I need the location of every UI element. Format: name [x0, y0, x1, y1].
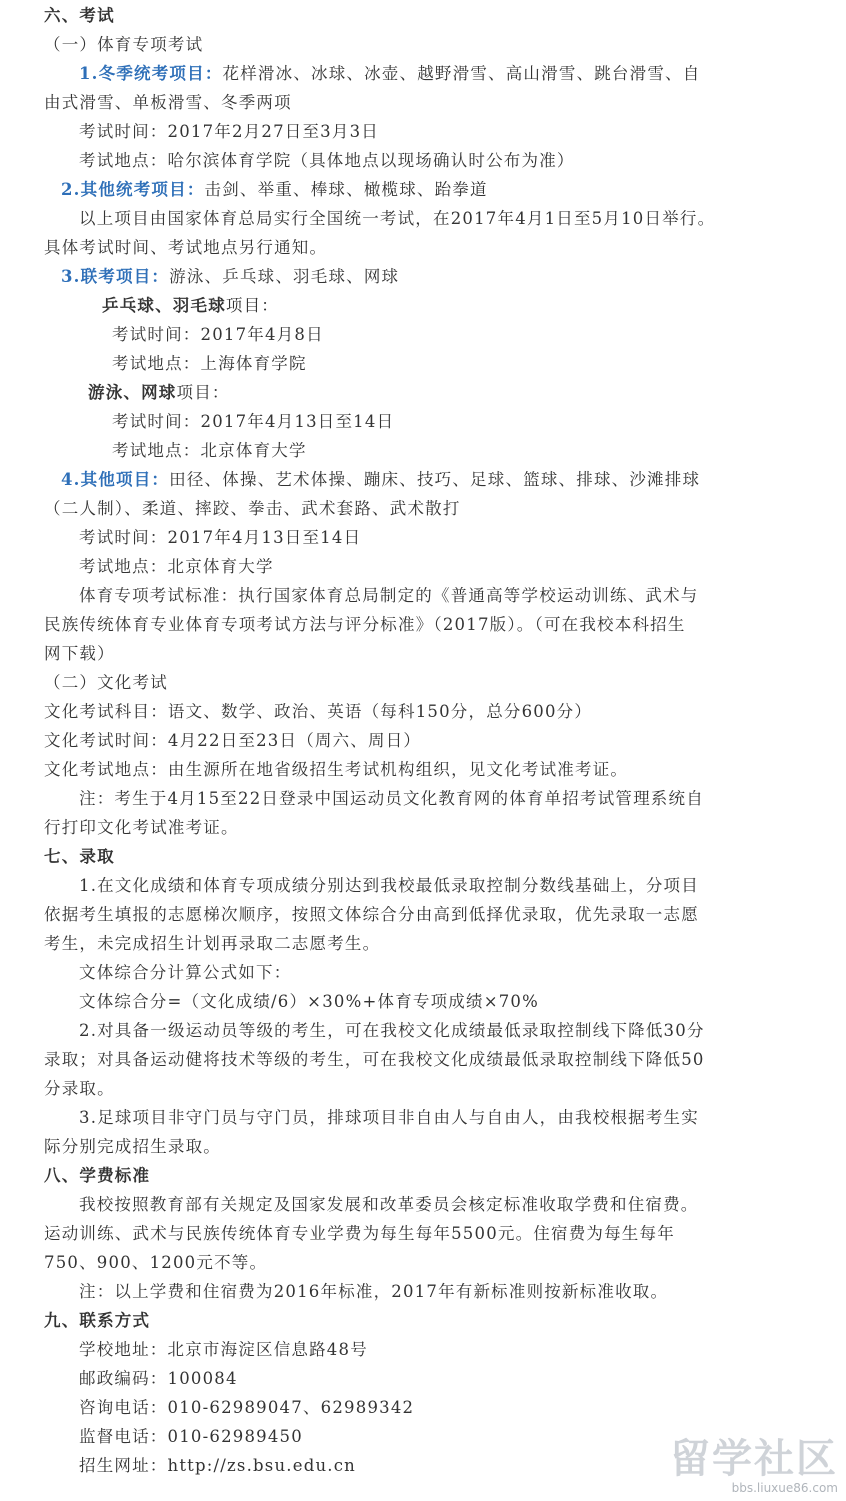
- item-2-note-cont: 具体考试时间、考试地点另行通知。: [44, 238, 328, 257]
- item-4-text: 田径、体操、艺术体操、蹦床、技巧、足球、篮球、排球、沙滩排球: [169, 470, 701, 489]
- item-4-text-cont: （二人制）、柔道、摔跤、拳击、武术套路、武术散打: [44, 499, 461, 518]
- item-1-line: [79, 59, 700, 88]
- tuition-text: 我校按照教育部有关规定及国家发展和改革委员会核定标准收取学费和住宿费。: [79, 1195, 699, 1214]
- contact-supervise-phone: 监督电话：010-62989450: [79, 1427, 303, 1446]
- item-4-label: 4.其他项目：: [61, 470, 170, 489]
- section-8-title: 八、学费标准: [44, 1166, 151, 1185]
- tuition-text-cont: 运动训练、武术与民族传统体育专业学费为每生每年5500元。住宿费为每生每年: [44, 1224, 675, 1243]
- contact-consult-phone: 咨询电话：010-62989047、62989342: [79, 1398, 415, 1417]
- tuition-note: 注：以上学费和住宿费为2016年标准，2017年有新标准则按新标准收取。: [79, 1282, 669, 1301]
- sports-standard: 体育专项考试标准：执行国家体育总局制定的《普通高等学校运动训练、武术与: [79, 586, 699, 605]
- admission-rule-1-cont: 依据考生填报的志愿梯次顺序，按照文体综合分由高到低择优录取，优先录取一志愿: [44, 905, 699, 924]
- item-3-text: 游泳、乒乓球、羽毛球、网球: [169, 267, 400, 286]
- culture-time: 文化考试时间：4月22日至23日（周六、周日）: [44, 731, 422, 750]
- watermark-url: bbs.liuxue86.com: [731, 1481, 838, 1495]
- swim-place: 考试地点：北京体育大学: [112, 441, 307, 460]
- pingpong-heading: [102, 291, 279, 320]
- pingpong-suffix: 项目：: [225, 296, 280, 315]
- item-2-label: 2.其他统考项目：: [61, 180, 205, 199]
- item-1-label: 1.冬季统考项目：: [79, 64, 223, 83]
- admission-rule-2-cont2: 分录取。: [44, 1079, 115, 1098]
- admission-rule-3-cont: 际分别完成招生录取。: [44, 1137, 221, 1156]
- pingpong-time: 考试时间：2017年4月8日: [112, 325, 324, 344]
- swim-heading: [88, 378, 230, 407]
- sub-heading-culture: （二）文化考试: [44, 673, 168, 692]
- admission-rule-3: 3.足球项目非守门员与守门员，排球项目非自由人与自由人，由我校根据考生实: [79, 1108, 699, 1127]
- item-4-place: 考试地点：北京体育大学: [79, 557, 274, 576]
- pingpong-label: 乒乓球、羽毛球: [102, 296, 226, 315]
- admission-rule-1: 1.在文化成绩和体育专项成绩分别达到我校最低录取控制分数线基础上，分项目: [79, 876, 699, 895]
- sports-standard-cont: 民族传统体育专业体育专项考试方法与评分标准》（2017版）。（可在我校本科招生: [44, 615, 686, 634]
- item-3-label: 3.联考项目：: [61, 267, 170, 286]
- admission-rule-2: 2.对具备一级运动员等级的考生，可在我校文化成绩最低录取控制线下降低30分: [79, 1021, 705, 1040]
- culture-place: 文化考试地点：由生源所在地省级招生考试机构组织，见文化考试准考证。: [44, 760, 629, 779]
- item-1-text: 花样滑冰、冰球、冰壶、越野滑雪、高山滑雪、跳台滑雪、自: [222, 64, 701, 83]
- item-4-time: 考试时间：2017年4月13日至14日: [79, 528, 362, 547]
- item-1-text-cont: 由式滑雪、单板滑雪、冬季两项: [44, 93, 292, 112]
- section-7-title: 七、录取: [44, 847, 115, 866]
- pingpong-place: 考试地点：上海体育学院: [112, 354, 307, 373]
- culture-note-cont: 行打印文化考试准考证。: [44, 818, 239, 837]
- contact-postcode: 邮政编码：100084: [79, 1369, 238, 1388]
- contact-website: 招生网址：http://zs.bsu.edu.cn: [79, 1456, 357, 1475]
- tuition-text-cont2: 750、900、1200元不等。: [44, 1253, 268, 1272]
- section-6-title: 六、考试: [44, 6, 115, 25]
- item-2-line: [61, 175, 488, 204]
- item-1-time: 考试时间：2017年2月27日至3月3日: [79, 122, 379, 141]
- section-9-title: 九、联系方式: [44, 1311, 151, 1330]
- swim-suffix: 项目：: [176, 383, 230, 402]
- item-2-note: 以上项目由国家体育总局实行全国统一考试，在2017年4月1日至5月10日举行。: [79, 209, 716, 228]
- swim-label: 游泳、网球: [88, 383, 177, 402]
- watermark: [670, 1437, 838, 1495]
- sub-heading-sports: （一）体育专项考试: [44, 35, 204, 54]
- culture-subjects: 文化考试科目：语文、数学、政治、英语（每科150分，总分600分）: [44, 702, 593, 721]
- formula-label: 文体综合分计算公式如下：: [79, 963, 292, 982]
- formula: 文体综合分=（文化成绩/6）×30%+体育专项成绩×70%: [79, 992, 540, 1011]
- item-1-place: 考试地点：哈尔滨体育学院（具体地点以现场确认时公布为准）: [79, 151, 575, 170]
- item-4-line: [61, 465, 700, 494]
- watermark-logo: 留学社区: [670, 1436, 838, 1482]
- contact-address: 学校地址：北京市海淀区信息路48号: [79, 1340, 368, 1359]
- sports-standard-cont2: 网下载）: [44, 644, 115, 663]
- item-3-line: [61, 262, 399, 291]
- item-2-text: 击剑、举重、棒球、橄榄球、跆拳道: [204, 180, 488, 199]
- admission-rule-2-cont: 录取；对具备运动健将技术等级的考生，可在我校文化成绩最低录取控制线下降低50: [44, 1050, 705, 1069]
- admission-rule-1-cont2: 考生，未完成招生计划再录取二志愿考生。: [44, 934, 381, 953]
- culture-note: 注：考生于4月15至22日登录中国运动员文化教育网的体育单招考试管理系统自: [79, 789, 704, 808]
- swim-time: 考试时间：2017年4月13日至14日: [112, 412, 395, 431]
